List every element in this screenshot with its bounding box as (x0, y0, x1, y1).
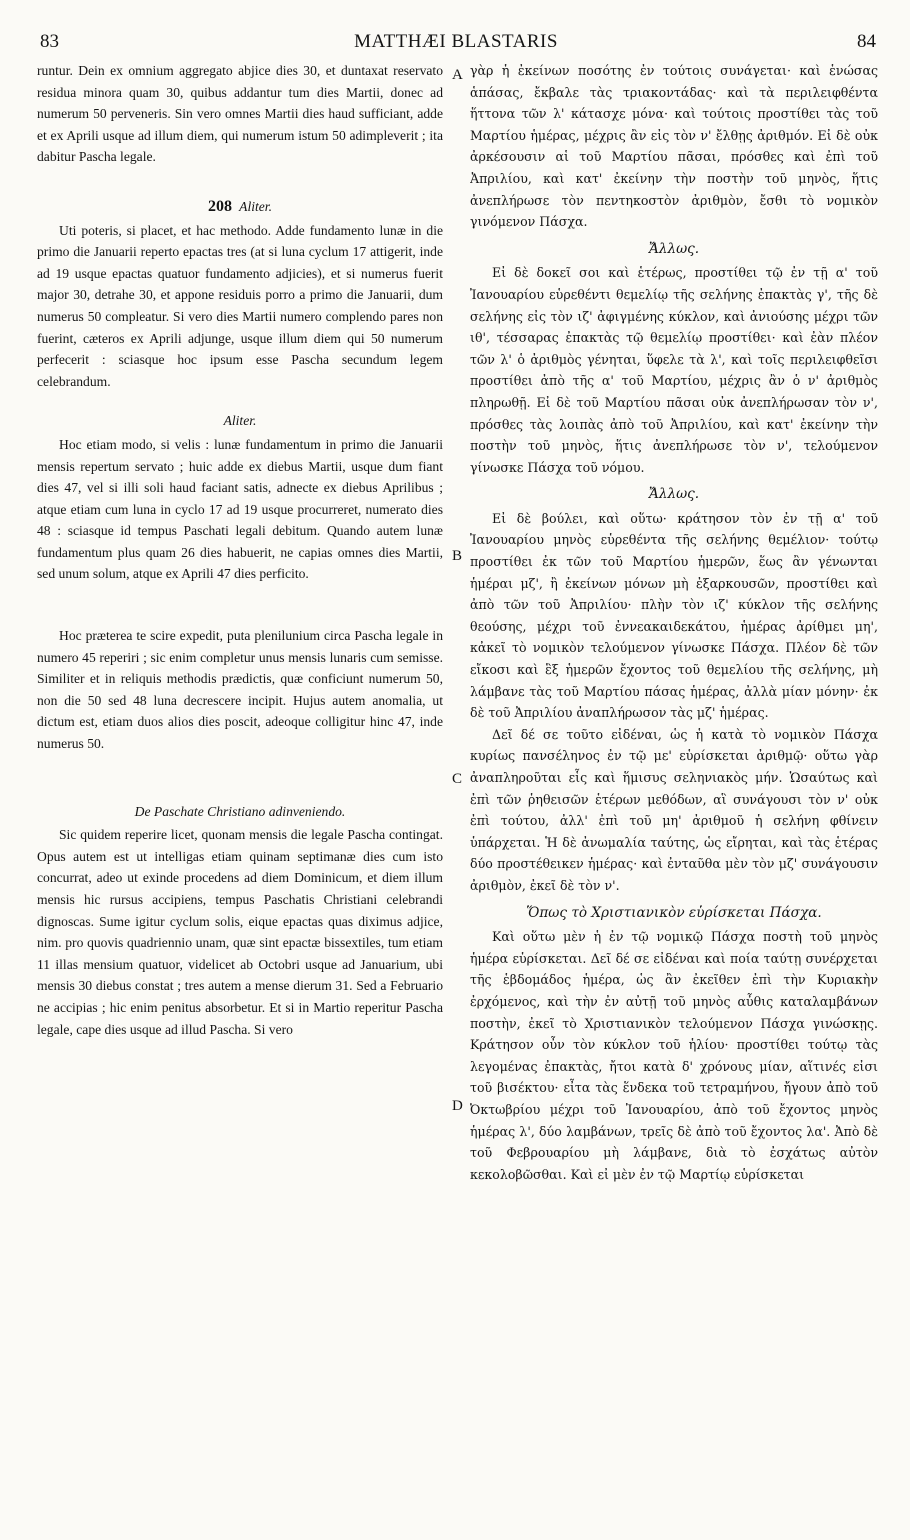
margin-letter-d: D (452, 1098, 463, 1114)
greek-paragraph-2: Εἰ δὲ δοκεῖ σοι καὶ ἑτέρως, προστίθει τῷ ἐν τῇ α' τοῦ Ἰανουαρίου εὑρεθέντι θεμελίῳ τῆς σελήνης ἐπακτὰς γ', τῆς δὲ σελήνης εἰς τὸν ιζ' ἀφιγμένης κύκλον, καὶ ἀνιούσης μέχρι τῶν ιθ', τέσσαρας ἐπακτὰς τῷ θεμελίῳ προστίθει· καὶ ἐὰν πλέον τῶν λ' ὁ ἀριθμὸς γένηται, ὕφελε τὰ λ', καὶ τοῖς περιλειφθεῖσι προστίθει ἀπὸ τῆς α' τοῦ Μαρτίου, μέχρις ἂν ὁ ν' ἀριθμὸς πληρωθῇ. Εἰ δὲ τοῦ Μαρτίου πᾶσαι οὐκ ἀνεπλήρωσαν τὸν ν', πρόσθες τὰς λοιπὰς ἀπὸ τοῦ Ἀπριλίου, καὶ κατ' ἐκείνην τὴν ποστὴν τοῦ μηνὸς, ἥτις ἀνεπλήρωσε τὸν ν', τελούμενον γίνωσκε Πάσχα τοῦ νόμου. (470, 265, 878, 475)
greek-paragraph-3: Εἰ δὲ βούλει, καὶ οὕτω· κράτησον τὸν ἐν τῇ α' τοῦ Ἰανουαρίου μηνὸς εὑρεθέντα τῆς σελήνης θεμέλιον· τούτῳ προστίθει ἐκ τῶν τοῦ Μαρτίου ἡμερῶν, ἕως ἂν γένωνται ἡμέραι μζ', ἢ ἐκείνων μόνων μὴ ἐξαρκουσῶν, προστίθει καὶ ἀπὸ τῶν τοῦ Ἀπριλίου· πλὴν τὸν ιζ' κύκλον τῆς σελήνης θεούσης, μέχρι τοῦ ἐννεακαιδεκάτου, ἡμέρας ἀρίθμει μη', κἀκεῖ τὸ νομικὸν τελούμενον γίνωσκε Πάσχα. Πλέον δὲ τῶν εἴκοσι καὶ ἓξ ἡμερῶν ἔχοντος τοῦ θεμελίου τῆς σελήνης, μὴ λάμβανε τὰς τοῦ Μαρτίου πάσας ἡμέρας, ἀλλὰ μίαν μόνην· ἐκ δὲ τοῦ Ἀπριλίου ἀναπλήρωσον τὰς μζ' ἡμέρας. (470, 510, 878, 721)
latin-paragraph-2: Uti poteris, si placet, et hac methodo. Adde fundamento lunæ in die primo die Januarii reperto epactas tres (at si luna cyclum 17 attigerit, inde ad 19 usque epactas quatuor fundamento adjicies), et si numerus fuerit major 30, detrahe 30, et appone residuis porro a primo die Januarii, dum numerus 50 compleatur. Si vero dies Martii numero complendo pares non fuerint, cæteros ex Aprili adjunge, usque illum diem qui 50 numerum perfecerit : sciasque hoc ipsum esse Pascha secundum legem celebrandum. (37, 222, 443, 389)
greek-paragraph-4: Δεῖ δέ σε τοῦτο εἰδέναι, ὡς ἡ κατὰ τὸ νομικὸν Πάσχα κυρίως πανσέληνος ἐν τῷ με' εὑρίσκεται ἀριθμῷ· οὕτω γὰρ ἀναπληροῦται εἷς καὶ ἥμισυς σεληνιακὸς μήν. Ὡσαύτως καὶ ἐπὶ τῶν ῥηθεισῶν ἑτέρων μεθόδων, αἳ συνάγουσι τὸν ν' οὐκ ἐπὶ τούτου, ἀλλ' ἐπὶ τοῦ μη' ἀριθμοῦ ἡ σελήνη φθίνειν ὑπάρχεται. Ἡ δὲ ἀνωμαλία ταύτης, ὡς εἴρηται, καὶ τὰς ἑτέρας δύο προστέθεικεν ἡμέρας· καὶ ἐνταῦθα μὲν τὸν μζ' συνάγουσιν ἀριθμὸν, ἐκεῖ δὲ τὸν ν'. (470, 726, 878, 893)
page-number-right: 84 (857, 31, 876, 52)
greek-heading-allos-2: Ἄλλως. (648, 486, 700, 503)
running-title: MATTHÆI BLASTARIS (354, 31, 558, 52)
greek-column (470, 60, 878, 1525)
page-number-left: 83 (40, 31, 59, 52)
margin-letter-a: A (452, 67, 463, 83)
latin-paragraph-3: Hoc etiam modo, si velis : lunæ fundamentum in primo die Januarii mensis repertum servato ; huic adde ex diebus Martii, usque dum fiant dies 47, vel si illi soli haud faciant satis, adnecte ex diebus Aprilibus ; atque etiam cum luna in cyclo 17 ad 19 usque procurreret, numerato dies 48 : sciasque id tempus Paschati legali debitum. Quando autem lunæ fundamentum plus quam 26 dies habuerit, ne capias omnes dies Martii, sed unum solum, atque ex Aprili 47 dies perficito. (37, 436, 443, 582)
running-header (36, 30, 876, 56)
latin-column (37, 60, 443, 1525)
margin-letter-c: C (452, 771, 463, 787)
latin-heading-paschate: De Paschate Christiano adinveniendo. (134, 803, 346, 819)
section-title: Aliter. (239, 198, 272, 214)
latin-section-heading-208 (37, 196, 443, 218)
latin-paragraph-1: runtur. Dein ex omnium aggregato abjice dies 30, et duntaxat reservato residua minora quam 30, quibus addantur tum dies Martii, donec ad numerum 50 perveneris. Sin vero omnes Martii dies haud sufficiant, adde et ex Aprili usque ad illum diem, qui numerum istum 50 adimpleverit ; ita dabitur Pascha legale. (37, 63, 443, 165)
greek-heading-christian-easter: Ὅπως τὸ Χριστιανικὸν εὑρίσκεται Πάσχα. (526, 904, 822, 921)
greek-paragraph-5: Καὶ οὕτω μὲν ἡ ἐν τῷ νομικῷ Πάσχα ποστὴ τοῦ μηνὸς ἡμέρα εὑρίσκεται. Δεῖ δέ σε εἰδέναι καὶ ποία ταύτῃ συνέρχεται τῆς ἑβδομάδος ἡμέρα, ὡς ἂν ἐκεῖθεν ἐπὶ τὴν Κυριακὴν ἐρχόμενος, καὶ τὴν ἐν αὐτῇ τοῦ μηνὸς αὖθις καταλαμβάνων ποστὴν, ἐκεῖ τὸ Χριστιανικὸν τελούμενον Πάσχα γινώσκῃς. Κράτησον οὖν τὸν κύκλον τοῦ ἡλίου· προστίθει τούτῳ τὰς λεγομένας ἐπακτὰς, ἤτοι κατὰ δ' χρόνους μίαν, αἵτινές εἰσι τοῦ βισέκτου· εἶτα τὰς ἕνδεκα τοῦ τετραμήνου, ἤγουν ἀπὸ τοῦ Ὀκτωβρίου μέχρι τοῦ Ἰανουαρίου, ἀπὸ τοῦ ἔχοντος μηνὸς ἡμέρας λ', δύο λαμβάνων, τρεῖς δὲ ἀπὸ τοῦ ἔχοντος λα'. Ἀπὸ δὲ τοῦ Φεβρουαρίου μὴ λάμβανε, διὰ τὸ ἐσχάτως αὐτὸν κεκολοβῶσθαι. Καὶ εἰ μὲν ἐν τῷ Μαρτίῳ εὑρίσκεται (470, 929, 878, 1182)
greek-paragraph-1: γὰρ ἡ ἐκείνων ποσότης ἐν τούτοις συνάγεται· καὶ ἑνώσας ἁπάσας, ἔκβαλε τὰς τριακοντάδας· καὶ τὰ περιλειφθέντα ἥττονα τῶν λ' κάτασχε μόνα· καὶ τούτοις προστίθει τὰς τοῦ Μαρτίου ἡμέρας, μέχρις ἂν εἰς τὸν ν' ἔλθῃς ἀριθμόν. Εἰ δὲ οὐκ ἀρκέσουσιν αἱ τοῦ Μαρτίου πᾶσαι, πρόσθες καὶ ἐπὶ τοῦ Ἀπριλίου, καὶ κατ' ἐκείνην τὴν ποστὴν τοῦ μηνὸς, ἥτις ἀνεπλήρωσε τὸν πεντηκοστὸν ἀριθμὸν, ἔσθι τὸ νομικὸν γινόμενον Πάσχα. (470, 63, 878, 230)
greek-heading-allos-1: Ἄλλως. (648, 240, 700, 257)
margin-letter-b: B (452, 548, 463, 564)
latin-paragraph-5: Sic quidem reperire licet, quonam mensis die legale Pascha contingat. Opus autem est ut intelligas etiam quinam septimanæ dies cum isto concurrat, adeo ut exinde procedens ad diem Dominicum, et diem illum mensis hic rursus accipiens, tempus Paschatis Christiani celebrandi dignoscas. Sume igitur cyclum solis, eique epactas quas diximus adjice, nim. pro quovis quadriennio unam, quæ sint epactæ bissextiles, tum etiam 11 illas mensium quatuor, videlicet ab Octobri usque ad Januarium, ubi mensis 30 diebus constat ; tres autem a mense dierum 31. Sed a Februario ne accipias ; hic enim penitus absorbetur. Et si in Martio reperitur Pascha legale, cape dies usque ad illud Pascha. Si vero (37, 827, 443, 1037)
latin-heading-aliter: Aliter. (223, 413, 257, 429)
section-number: 208 (207, 197, 232, 215)
latin-paragraph-4: Hoc præterea te scire expedit, puta plenilunium circa Pascha legale in numero 45 reperiri ; sic enim completur unus mensis lunaris cum semisse. Similiter et in reliquis methodis prædictis, quæ conficiunt numerum 50, non die 50 sed 48 luna decrescere incipit. Hujus autem anomalia, ut dictum est, etiam duos alios dies poscit, adeoque colligitur hinc 47, inde numerus 50. (37, 628, 443, 752)
